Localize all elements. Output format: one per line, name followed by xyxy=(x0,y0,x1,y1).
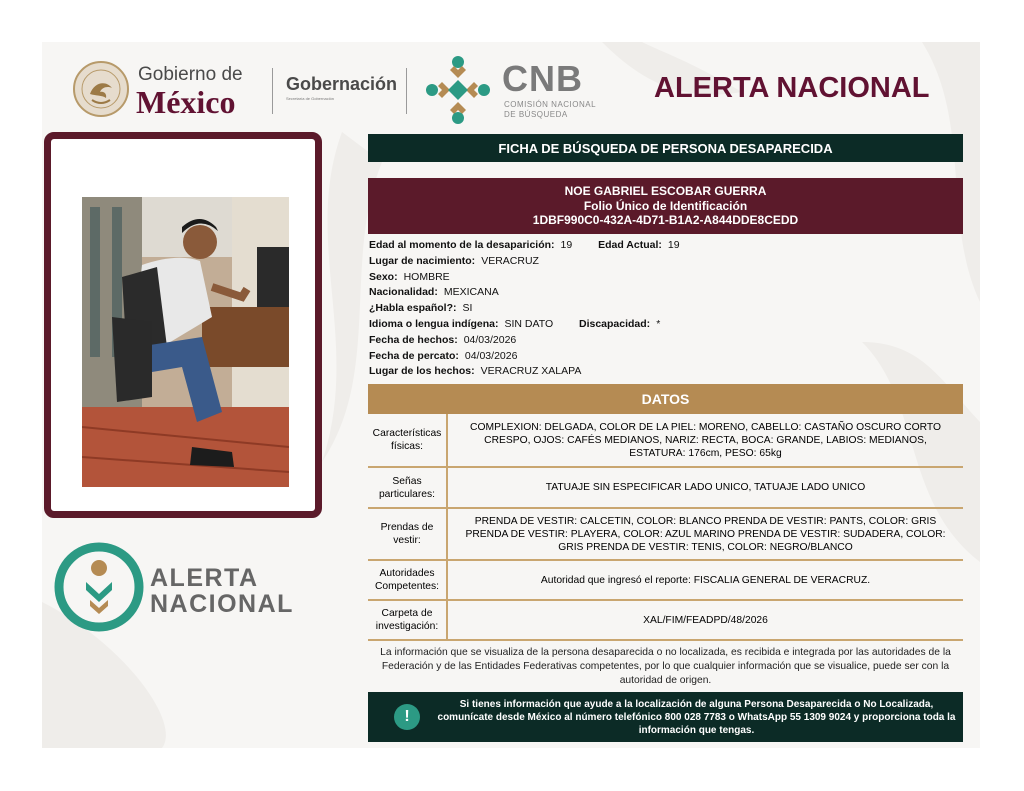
cnb-subtitle xyxy=(504,100,596,120)
fact-lugar-nacimiento xyxy=(369,254,964,270)
person-name: NOE GABRIEL ESCOBAR GUERRA xyxy=(564,184,767,198)
datos-label: Prendas de vestir: xyxy=(368,509,448,559)
gobernacion-subtitle: Secretaría de Gobernación xyxy=(286,96,335,101)
contact-banner xyxy=(368,692,963,742)
exclamation-icon: ! xyxy=(394,704,420,730)
datos-table xyxy=(368,414,963,640)
fact-value: VERACRUZ XALAPA xyxy=(480,365,582,378)
cnb-subtitle-line1: COMISIÓN NACIONAL xyxy=(504,100,597,109)
alert-poster xyxy=(42,42,980,748)
fact-value: SIN DATO xyxy=(504,317,554,330)
fact-label: ¿Habla español?: xyxy=(369,302,457,315)
fact-value: 19 xyxy=(560,239,573,251)
coat-of-arms-icon xyxy=(72,60,130,118)
person-facts xyxy=(369,238,964,380)
datos-value: Autoridad que ingresó el reporte: FISCALIA GENERAL DE VERACRUZ. xyxy=(540,574,871,586)
cnb-subtitle-line2: DE BÚSQUEDA xyxy=(504,110,568,119)
fact-value: MEXICANA xyxy=(443,286,499,299)
fact-lugar-hechos xyxy=(369,364,964,380)
ficha-title: FICHA DE BÚSQUEDA DE PERSONA DESAPARECIDA xyxy=(368,134,963,162)
contact-text: Si tienes información que ayude a la localización de alguna Persona Desaparecida o No Localizada, comunícate desde México al número telefónico 800 028 7783 o WhatsApp 55 1309 9024 y proporciona toda la información que tengas. xyxy=(437,698,956,736)
header-divider xyxy=(272,68,273,114)
datos-title: DATOS xyxy=(368,384,963,414)
alerta-nacional-title: ALERTA NACIONAL xyxy=(654,72,930,104)
header-divider xyxy=(406,68,407,114)
mexico-text: México xyxy=(136,84,236,120)
person-photo xyxy=(82,197,289,487)
gobierno-de-text: Gobierno de xyxy=(138,64,243,85)
fact-fecha-hechos xyxy=(369,333,964,349)
fact-habla xyxy=(369,301,964,317)
datos-label: Señas particulares: xyxy=(368,468,448,507)
fact-nacionalidad xyxy=(369,285,964,301)
cnb-emblem-icon xyxy=(420,52,496,128)
fact-label: Edad Actual: xyxy=(598,239,662,251)
fact-value: VERACRUZ xyxy=(481,254,539,267)
datos-label: Características físicas: xyxy=(368,414,448,466)
fact-label: Nacionalidad: xyxy=(369,286,438,299)
person-header xyxy=(368,178,963,234)
gobierno-mexico-logo xyxy=(72,60,272,120)
datos-label: Carpeta de investigación: xyxy=(368,601,448,639)
fact-value: SI xyxy=(462,302,473,315)
fact-value: 04/03/2026 xyxy=(463,333,517,346)
fact-value: 04/03/2026 xyxy=(464,349,518,362)
fact-sexo xyxy=(369,270,964,286)
table-row xyxy=(368,601,963,641)
fact-label: Edad al momento de la desaparición: xyxy=(369,239,555,251)
folio-label: Folio Único de Identificación xyxy=(583,198,748,213)
table-row xyxy=(368,468,963,509)
datos-value: COMPLEXION: DELGADA, COLOR DE LA PIEL: MORENO, CABELLO: CASTAÑO OSCURO CORTO CRESPO, OJOS: CAFÉS MEDIANOS, NARIZ: RECTA, BOCA: GRANDE, LABIOS: MEDIANOS, ESTATURA: 176cm, PESO: 65kg xyxy=(470,421,941,459)
fact-label: Fecha de hechos: xyxy=(369,333,458,346)
gobernacion-logo-text: Gobernación xyxy=(286,74,398,94)
side-logo-line2: NACIONAL xyxy=(150,590,294,618)
fact-value: HOMBRE xyxy=(403,270,450,283)
fact-idioma xyxy=(369,317,964,333)
fact-label: Discapacidad: xyxy=(578,317,651,330)
fact-label: Sexo: xyxy=(369,270,398,283)
cnb-text: CNB xyxy=(502,58,583,99)
folio-value: 1DBF990C0-432A-4D71-B1A2-A844DDE8CEDD xyxy=(532,213,799,227)
datos-value: PRENDA DE VESTIR: CALCETIN, COLOR: BLANCO PRENDA DE VESTIR: PANTS, COLOR: GRIS PRENDA DE VESTIR: PLAYERA, COLOR: AZUL MARINO PRENDA DE VESTIR: SUDADERA, COLOR: GRIS PRENDA DE VESTIR: TENIS, COLOR: NEGRO/BLANCO xyxy=(465,515,946,553)
fact-label: Idioma o lengua indígena: xyxy=(369,317,499,330)
fact-edad xyxy=(369,238,964,254)
datos-value: TATUAJE SIN ESPECIFICAR LADO UNICO, TATUAJE LADO UNICO xyxy=(545,482,866,493)
side-logo-line1: ALERTA xyxy=(150,564,259,592)
alerta-nacional-side-text xyxy=(150,565,294,617)
disclaimer-text: La información que se visualiza de la persona desaparecida o no localizada, es recibida e integrada por las autoridades de la Federación y de las Entidades Federativas competentes, por lo que cualquier información que se visualice, puede ser con la autoridad de origen. xyxy=(380,647,951,686)
datos-value: XAL/FIM/FEADPD/48/2026 xyxy=(643,614,768,626)
table-row xyxy=(368,414,963,468)
datos-label: Autoridades Competentes: xyxy=(368,561,448,599)
fact-label: Lugar de nacimiento: xyxy=(369,254,476,267)
fact-value: 19 xyxy=(667,239,680,251)
table-row xyxy=(368,561,963,601)
table-row xyxy=(368,509,963,561)
fact-label: Lugar de los hechos: xyxy=(369,365,475,378)
fact-fecha-percato xyxy=(369,349,964,365)
fact-value: * xyxy=(656,317,661,330)
fact-label: Fecha de percato: xyxy=(369,349,459,362)
alerta-nacional-emblem-icon xyxy=(54,542,144,632)
